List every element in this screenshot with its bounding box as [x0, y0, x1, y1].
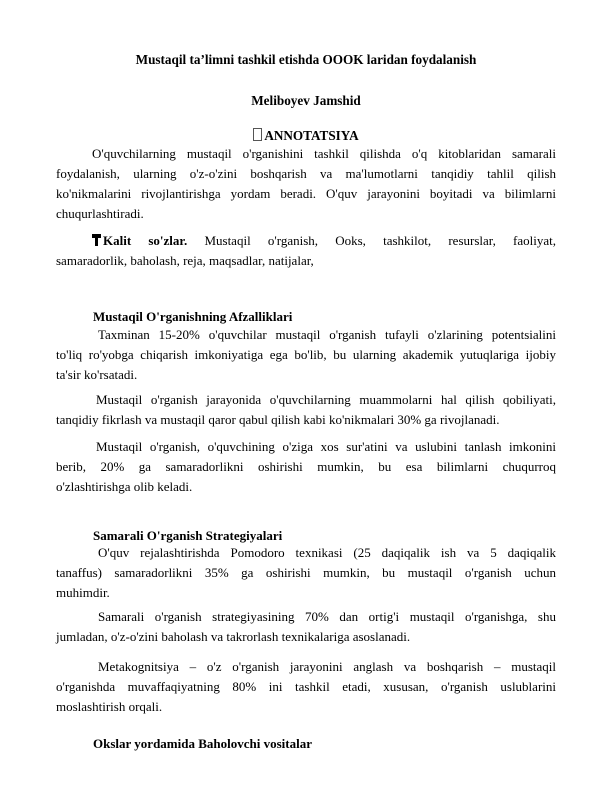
- text-line: Mustaqil o'rganish jarayonida o'quvchilarning muammolarni hal qilish qobiliyati,: [96, 392, 556, 407]
- keywords-list: Mustaqil o'rganish, Ooks, tashkilot, resurslar, faoliyat,: [204, 233, 556, 248]
- text-line: ta'sir ko'rsatadi.: [56, 367, 138, 382]
- keywords-label: Kalit so'zlar.: [103, 233, 188, 248]
- text-line: o'rganishda muvaffaqiyatning 80% ini tashkil etadi, xususan, o'rganish uslublarini: [56, 679, 556, 694]
- text-line: muhimdir.: [56, 585, 110, 600]
- document-title: Mustaqil ta’limni tashkil etishda OOOK laridan foydalanish: [135, 52, 477, 67]
- text-line: O'quvchilarning mustaqil o'rganishini tashkil qilishda o'q kitoblaridan samarali: [92, 146, 556, 161]
- section-heading-advantages: Mustaqil O'rganishning Afzalliklari: [93, 309, 293, 324]
- author-name: Meliboyev Jamshid: [251, 93, 361, 108]
- advantages-paragraph-2: [56, 390, 556, 430]
- text-line: tanaffus) samaradorlikni 35% ga oshirishi mumkin, bu mustaqil o'rganish uchun: [56, 565, 556, 580]
- text-line: Metakognitsiya – o'z o'rganish jarayonini anglash va boshqarish – mustaqil: [98, 659, 556, 674]
- strategies-paragraph-1: [56, 543, 556, 603]
- section-heading-strategies: Samarali O'rganish Strategiyalari: [93, 528, 283, 543]
- text-line: o'zlashtirishga olib keladi.: [56, 479, 193, 494]
- keywords-paragraph: [56, 231, 556, 271]
- text-line: tanqidiy fikrlash va mustaqil qaror qabul qilish kabi ko'nikmalari 30% ga rivojlanadi.: [56, 412, 500, 427]
- advantages-paragraph-1: [56, 325, 556, 385]
- section-heading-assessment-tools: Okslar yordamida Baholovchi vositalar: [93, 736, 312, 751]
- annotation-heading: [0, 128, 612, 144]
- text-line: berib, 20% ga samaradorlikni oshirishi mumkin, bu esa bilimlarni chuqurroq: [56, 459, 556, 474]
- keywords-list-continued: samaradorlik, baholash, reja, maqsadlar, natijalar,: [56, 253, 314, 268]
- annotation-paragraph: [56, 144, 556, 224]
- strategies-paragraph-3: [56, 657, 556, 717]
- text-line: jumladan, o'z-o'zini baholash va takrorlash texnikalariga asoslanadi.: [56, 629, 411, 644]
- text-line: O'quv rejalashtirishda Pomodoro texnikasi (25 daqiqalik ish va 5 daqiqalik: [98, 545, 556, 560]
- missing-glyph-icon: [253, 128, 262, 141]
- text-line: moslashtirish orqali.: [56, 699, 163, 714]
- text-line: Mustaqil o'rganish, o'quvchining o'ziga xos sur'atini va uslubini tanlash imkonini: [96, 439, 556, 454]
- pin-icon: [92, 234, 101, 246]
- text-line: Samarali o'rganish strategiyasining 70% dan ortig'i mustaqil o'rganishga, shu: [98, 609, 556, 624]
- text-line: to'liq ro'yobga chiqarish imkoniyatiga ega bo'lib, bu ularning akademik yutuqlariga ijobiy: [56, 347, 556, 362]
- keywords-line: [56, 231, 556, 251]
- text-line: foydalanish, ularning o'z-o'zini boshqarish va ma'lumotlarni tanqidiy tahlil qilish: [56, 166, 556, 181]
- annotation-heading-text: ANNOTATSIYA: [264, 128, 359, 143]
- text-line: chuqurlashtiradi.: [56, 206, 144, 221]
- strategies-paragraph-2: [56, 607, 556, 647]
- advantages-paragraph-3: [56, 437, 556, 497]
- text-line: Taxminan 15-20% o'quvchilar mustaqil o'rganish tufayli o'zlarining potentsialini: [98, 327, 556, 342]
- text-line: ko'nikmalarini rivojlantirishga yordam beradi. O'quv jarayonini boyitadi va bilimlarni: [56, 186, 556, 201]
